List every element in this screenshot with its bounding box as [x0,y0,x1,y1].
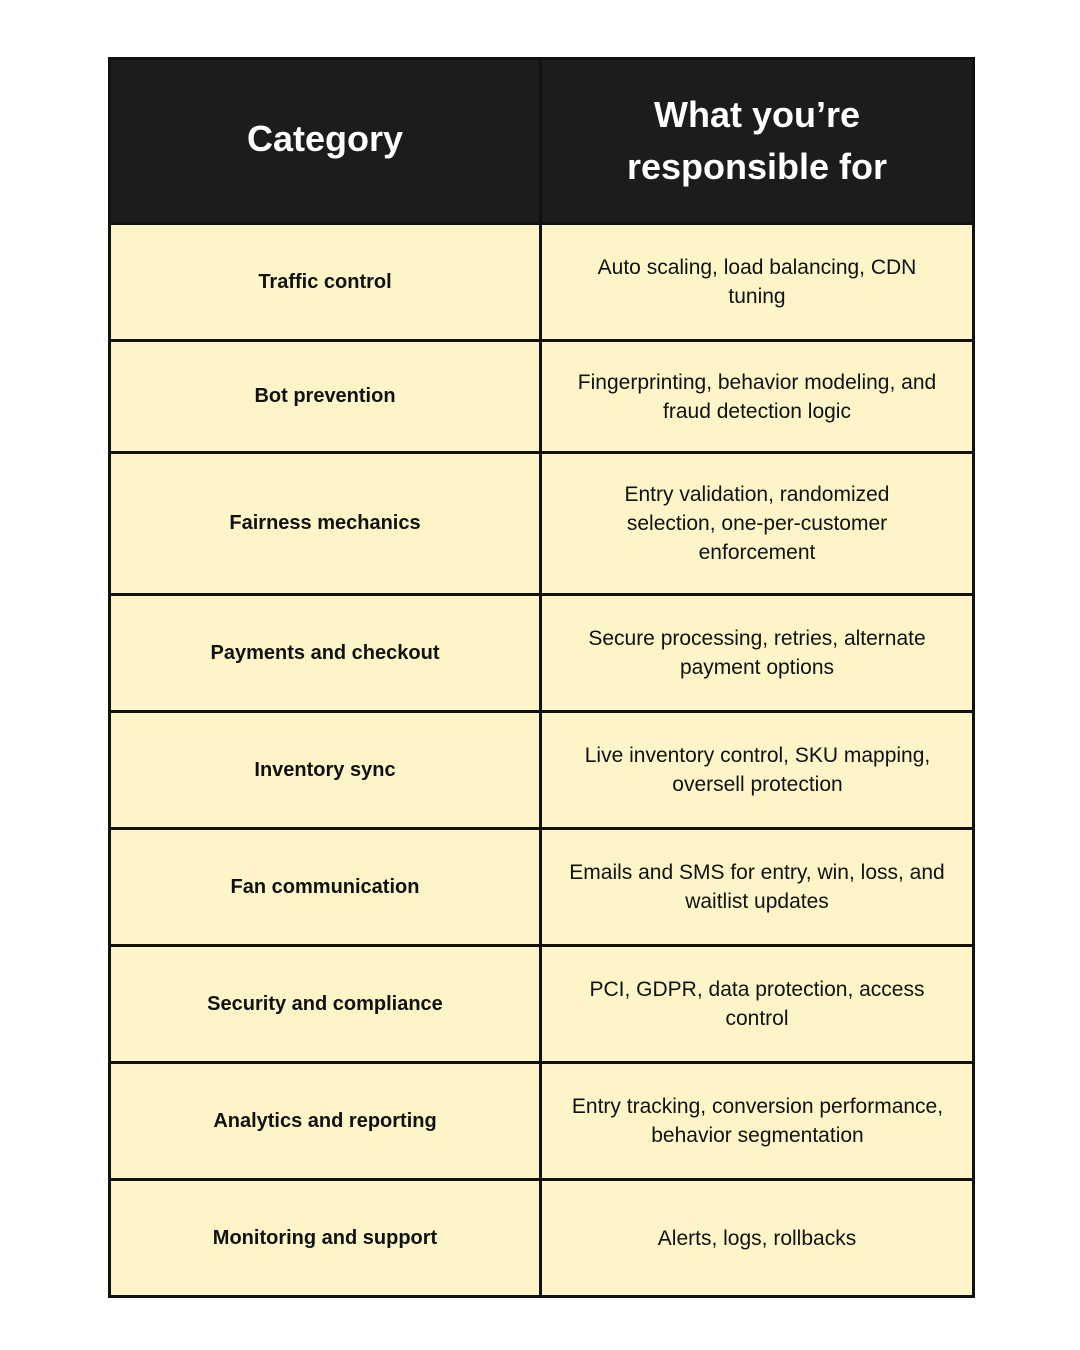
responsibility-text: Secure processing, retries, alternate payment options [588,627,926,679]
category-cell: Payments and checkout [110,595,541,712]
responsibility-text: Entry validation, randomized selection, one-per-customer enforcement [624,483,890,564]
category-cell: Inventory sync [110,712,541,829]
table-row [110,595,974,712]
category-cell: Security and compliance [110,946,541,1063]
responsibility-cell [541,1063,974,1180]
responsibility-text: Emails and SMS for entry, win, loss, and waitlist updates [569,861,945,913]
responsibility-cell [541,712,974,829]
table-row [110,224,974,341]
table-row [110,829,974,946]
responsibility-text: PCI, GDPR, data protection, access control [589,978,925,1030]
table-row [110,453,974,595]
table-row [110,1180,974,1297]
category-cell: Fairness mechanics [110,453,541,595]
category-cell: Traffic control [110,224,541,341]
responsibility-text: Entry tracking, conversion performance, behavior segmentation [571,1095,944,1147]
responsibility-cell [541,829,974,946]
table-row [110,341,974,453]
category-cell: Bot prevention [110,341,541,453]
table-row [110,712,974,829]
responsibility-table-container [108,57,972,1298]
responsibility-text: Auto scaling, load balancing, CDN tuning [597,256,917,308]
table-header-row [110,59,974,224]
category-cell: Analytics and reporting [110,1063,541,1180]
table-row [110,946,974,1063]
category-cell: Fan communication [110,829,541,946]
header-category: Category [110,59,541,224]
responsibility-text: Live inventory control, SKU mapping, oversell protection [584,744,931,796]
responsibility-table [108,57,975,1298]
header-responsibility [541,59,974,224]
table-row [110,1063,974,1180]
header-responsibility-label: What you’re responsible for [626,94,888,187]
responsibility-cell [541,595,974,712]
category-cell: Monitoring and support [110,1180,541,1297]
responsibility-cell [541,453,974,595]
responsibility-text: Fingerprinting, behavior modeling, and fraud detection logic [577,370,937,423]
responsibility-cell [541,1180,974,1297]
responsibility-cell [541,946,974,1063]
responsibility-text: Alerts, logs, rollbacks [657,1226,857,1250]
responsibility-cell [541,341,974,453]
responsibility-cell [541,224,974,341]
